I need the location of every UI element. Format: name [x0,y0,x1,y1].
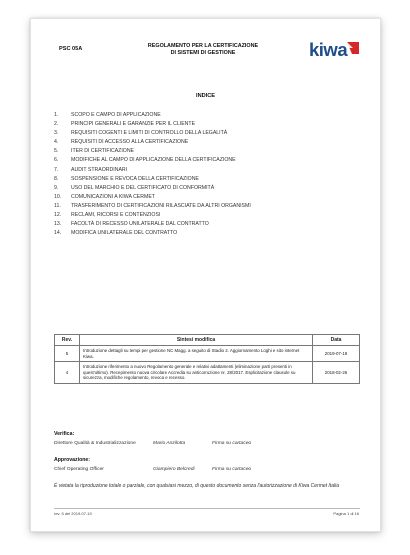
toc-item[interactable] [54,176,251,185]
revision-row [55,362,360,384]
approve-label: Approvazione: [54,457,91,463]
document-page [30,18,381,532]
toc-item-number: 7. [54,166,59,173]
revision-col-rev: Rev. [55,335,80,346]
document-title-line-2: DI SISTEMI DI GESTIONE [170,50,236,56]
toc-item-label: FACOLTÀ DI RECESSO UNILATERALE DAL CONTRATTO [71,221,209,228]
revision-date: 2019-07-19 [313,346,360,362]
verify-role: Direttore Qualità & Industrializzazione [54,441,136,446]
approve-role: Chief Operating Officer [54,467,104,472]
toc-item[interactable] [54,139,251,148]
toc-item-number: 3. [54,130,59,137]
toc-item-number: 8. [54,175,59,182]
toc-item-number: 13. [54,221,62,228]
toc-item-label: PRINCIPI GENERALI E GARANZIE PER IL CLIENTE [71,121,196,128]
table-of-contents [54,112,251,239]
toc-item-label: USO DEL MARCHIO E DEL CERTIFICATO DI CONFORMITÀ [71,184,215,191]
toc-item-number: 6. [54,157,59,164]
revision-description: Introduzione riferimento a nuovo Regolamento generale e relativi adattamenti (eliminazione parti presenti in quest'ultimo). Recepimento nuova circolare Accredia su anticorruzione nr. 28/2017. Esplicitazione clausole su sicurezza, modifiche regolamento, revoca e recesso. [80,362,313,384]
toc-item-label: MODIFICHE AL CAMPO DI APPLICAZIONE DELLA CERTIFICAZIONE [71,157,236,164]
toc-item-number: 11. [54,202,61,209]
revision-number: 4 [55,362,80,384]
approve-person: Giampiero Belcredi [153,467,195,472]
kiwa-logo [309,38,361,62]
revision-col-desc: Sintesi modifica [80,335,313,346]
revision-date: 2018-02-26 [313,362,360,384]
toc-item-number: 4. [54,139,59,146]
toc-item-number: 12. [54,212,62,219]
index-title: INDICE [196,93,215,99]
toc-item[interactable] [54,185,251,194]
toc-item-number: 5. [54,148,59,155]
kiwa-logo-mark-icon [346,41,360,55]
revision-table [54,334,360,384]
toc-item-label: MODIFICA UNILATERALE DEL CONTRATTO [71,230,178,237]
footer-divider [54,508,360,509]
toc-item-number: 14. [54,230,62,237]
toc-item-label: SOSPENSIONE E REVOCA DELLA CERTIFICAZIONE [71,175,199,182]
toc-item-number: 2. [54,121,59,128]
toc-item-number: 9. [54,184,59,191]
document-title [129,43,277,57]
revision-number: 5 [55,346,80,362]
toc-item-label: REQUISITI COGENTI E LIMITI DI CONTROLLO DELLA LEGALITÀ [71,130,228,137]
toc-item[interactable] [54,203,251,212]
toc-item[interactable] [54,212,251,221]
toc-item[interactable] [54,167,251,176]
approve-signature: Firma su cartaceo [212,467,252,472]
revision-table-header [55,335,360,346]
toc-item[interactable] [54,157,251,166]
toc-item-label: SCOPO E CAMPO DI APPLICAZIONE [71,112,161,118]
toc-item[interactable] [54,194,251,203]
toc-item[interactable] [54,121,251,130]
document-code: PSC 05A [59,46,83,52]
footer-page-number: Pagina 1 di 16 [333,511,359,516]
revision-description: Introduzione dettagli su tempi per gestione NC Magg. a seguito di Stadio 2. Aggiornamento Loghi e sito internet Kiwa. [80,346,313,362]
footer-revision: rev. 5 del 2019-07-19 [54,511,92,516]
kiwa-logo-text: kiwa [309,39,348,60]
document-title-line-1: REGOLAMENTO PER LA CERTIFICAZIONE [147,43,259,49]
toc-item-label: ITER DI CERTIFICAZIONE [71,148,135,155]
verify-signature: Firma su cartaceo [212,441,252,446]
toc-item-label: RECLAMI, RICORSI E CONTENZIOSI [71,212,161,219]
toc-item-label: COMUNICAZIONI A KIWA CERMET [71,193,155,200]
toc-item[interactable] [54,148,251,157]
toc-item-label: TRASFERIMENTO DI CERTIFICAZIONI RILASCIATE DA ALTRI ORGANISMI [71,202,251,209]
toc-item[interactable] [54,130,251,139]
toc-item-number: 1. [54,112,59,118]
toc-item[interactable] [54,112,251,121]
toc-item-label: AUDIT STRAORDINARI [71,166,128,173]
revision-row [55,346,360,362]
toc-item[interactable] [54,221,251,230]
revision-col-date: Data [313,335,360,346]
toc-item[interactable] [54,230,251,239]
toc-item-label: REQUISITI DI ACCESSO ALLA CERTIFICAZIONE [71,139,189,146]
toc-item-number: 10. [54,193,62,200]
verify-label: Verifica: [54,431,75,437]
reproduction-notice: È vietata la riproduzione totale o parziale, con qualsiasi mezzo, di questo documento senza l'autorizzazione di Kiwa Cermet Italia [54,483,339,489]
verify-person: Mario Anzilotta [153,441,186,446]
